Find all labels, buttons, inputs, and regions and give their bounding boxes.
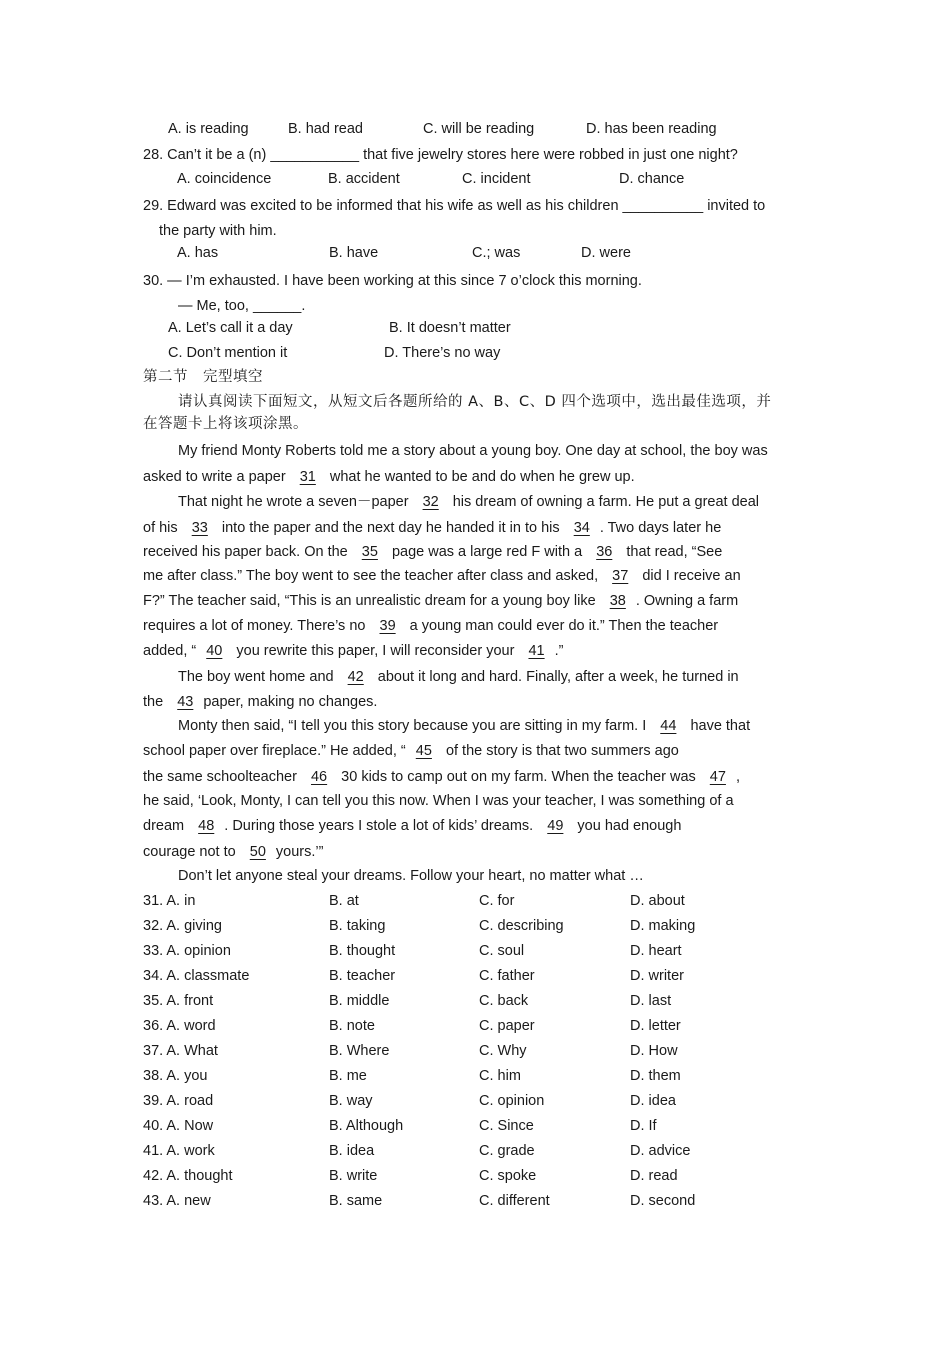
q27-option-c: C. will be reading xyxy=(423,121,535,137)
blank-41: 41 xyxy=(528,643,545,659)
option-cell: C. soul xyxy=(479,943,525,959)
text: the xyxy=(143,694,164,710)
option-cell: D. letter xyxy=(630,1018,681,1034)
option-row xyxy=(143,1141,763,1161)
option-cell: B. write xyxy=(329,1168,378,1184)
text: a young man could ever do it.” Then the teacher xyxy=(409,618,719,634)
option-cell: B. thought xyxy=(329,943,396,959)
option-cell: D. How xyxy=(630,1043,678,1059)
text: you had enough xyxy=(577,818,682,834)
text: have that xyxy=(690,718,751,734)
blank-36: 36 xyxy=(596,544,613,560)
text: school paper over fireplace.” He added, “ xyxy=(143,743,406,759)
blank-47: 47 xyxy=(709,769,726,785)
option-row xyxy=(143,891,763,911)
passage-line xyxy=(178,492,848,512)
text: what he wanted to be and do when he grew up. xyxy=(329,469,635,485)
option-row xyxy=(143,1041,763,1061)
blank-46: 46 xyxy=(310,769,328,785)
option-row xyxy=(143,941,763,961)
q28-stem: 28. Can’t it be a (n) ___________ that five jewelry stores here were robbed in just one night? xyxy=(143,147,738,163)
option-cell: D. idea xyxy=(630,1093,676,1109)
q29-option-b: B. have xyxy=(329,245,379,261)
passage-line xyxy=(143,616,813,636)
text: did I receive an xyxy=(642,568,741,584)
q30-option-b: B. It doesn’t matter xyxy=(389,320,511,336)
option-cell: C. spoke xyxy=(479,1168,537,1184)
option-cell: B. Although xyxy=(329,1118,404,1134)
option-cell: D. heart xyxy=(630,943,682,959)
option-cell: D. about xyxy=(630,893,685,909)
option-cell: B. at xyxy=(329,893,359,909)
text: paper, making no changes. xyxy=(203,694,378,710)
option-cell: D. writer xyxy=(630,968,684,984)
option-row xyxy=(143,916,763,936)
q29-stem-cont: the party with him. xyxy=(159,223,277,239)
blank-42: 42 xyxy=(347,669,364,685)
q29-stem: 29. Edward was excited to be informed that his wife as well as his children __________ invited to xyxy=(143,198,766,214)
option-row xyxy=(143,966,763,986)
text: 30 kids to camp out on my farm. When the teacher was xyxy=(341,769,696,785)
passage-line xyxy=(143,467,813,487)
option-cell: 41. A. work xyxy=(143,1143,215,1159)
text: courage not to xyxy=(143,844,236,860)
text: page was a large red F with a xyxy=(391,544,583,560)
option-cell: 33. A. opinion xyxy=(143,943,231,959)
q30-stem-reply: — Me, too, ______. xyxy=(178,298,306,314)
blank-37: 37 xyxy=(612,568,629,584)
passage-line xyxy=(143,518,813,538)
text: the same schoolteacher xyxy=(143,769,297,785)
option-row xyxy=(143,1091,763,1111)
passage-line xyxy=(143,842,813,862)
option-cell: C. Why xyxy=(479,1043,527,1059)
text: yours.’” xyxy=(275,844,324,860)
text: Monty then said, “I tell you this story because you are sitting in my farm. I xyxy=(178,718,647,734)
passage-line: My friend Monty Roberts told me a story about a young boy. One day at school, the boy was xyxy=(178,443,768,459)
blank-33: 33 xyxy=(191,520,208,536)
text: into the paper and the next day he handed it in to his xyxy=(221,520,560,536)
option-cell: C. different xyxy=(479,1193,550,1209)
blank-43: 43 xyxy=(177,694,194,710)
option-cell: B. same xyxy=(329,1193,383,1209)
option-cell: 39. A. road xyxy=(143,1093,214,1109)
text: dream xyxy=(143,818,185,834)
option-cell: 35. A. front xyxy=(143,993,214,1009)
q27-option-a: A. is reading xyxy=(168,121,249,137)
q28-option-b: B. accident xyxy=(328,171,400,187)
option-cell: B. note xyxy=(329,1018,375,1034)
option-cell: 31. A. in xyxy=(143,893,196,909)
option-cell: C. paper xyxy=(479,1018,535,1034)
option-row xyxy=(143,1191,763,1211)
passage-line xyxy=(143,741,813,761)
option-cell: C. describing xyxy=(479,918,564,934)
option-cell: 38. A. you xyxy=(143,1068,208,1084)
blank-48: 48 xyxy=(198,818,215,834)
q27-option-b: B. had read xyxy=(288,121,363,137)
blank-44: 44 xyxy=(660,718,677,734)
blank-31: 31 xyxy=(299,469,316,485)
blank-50: 50 xyxy=(249,844,266,860)
text: requires a lot of money. There’s no xyxy=(143,618,366,634)
text: of the story is that two summers ago xyxy=(445,743,679,759)
blank-35: 35 xyxy=(361,544,378,560)
option-row xyxy=(143,1166,763,1186)
q30-option-d: D. There’s no way xyxy=(384,345,501,361)
option-cell: 34. A. classmate xyxy=(143,968,250,984)
option-cell: 43. A. new xyxy=(143,1193,211,1209)
section-title: 第二节 完型填空 xyxy=(143,369,263,385)
blank-49: 49 xyxy=(547,818,564,834)
q30-option-c: C. Don’t mention it xyxy=(168,345,288,361)
text: that read, “See xyxy=(626,544,723,560)
text: asked to write a paper xyxy=(143,469,286,485)
option-cell: C. back xyxy=(479,993,529,1009)
q28-option-a: A. coincidence xyxy=(177,171,272,187)
passage-line xyxy=(143,816,813,836)
option-cell: D. making xyxy=(630,918,696,934)
option-cell: B. way xyxy=(329,1093,373,1109)
option-cell: B. middle xyxy=(329,993,390,1009)
blank-40: 40 xyxy=(206,643,223,659)
section-instructions: 请认真阅读下面短文，从短文后各题所给的 A、B、C、D 四个选项中，选出最佳选项，并 xyxy=(178,394,772,410)
option-cell: B. taking xyxy=(329,918,386,934)
option-cell: 40. A. Now xyxy=(143,1118,214,1134)
passage-line xyxy=(178,667,848,687)
blank-39: 39 xyxy=(379,618,396,634)
option-cell: 32. A. giving xyxy=(143,918,222,934)
option-cell: D. them xyxy=(630,1068,681,1084)
option-cell: C. for xyxy=(479,893,515,909)
passage-line xyxy=(143,767,813,787)
passage-line xyxy=(178,716,848,736)
text: you rewrite this paper, I will reconsider your xyxy=(236,643,515,659)
option-cell: B. idea xyxy=(329,1143,375,1159)
blank-38: 38 xyxy=(609,593,626,609)
text: That night he wrote a seven－paper xyxy=(178,494,409,510)
option-cell: B. me xyxy=(329,1068,367,1084)
option-cell: D. advice xyxy=(630,1143,691,1159)
option-row xyxy=(143,991,763,1011)
blank-45: 45 xyxy=(415,743,432,759)
passage-line: he said, ‘Look, Monty, I can tell you this now. When I was your teacher, I was something of a xyxy=(143,793,734,809)
option-cell: C. opinion xyxy=(479,1093,545,1109)
passage-line xyxy=(143,641,813,661)
q29-option-c: C.; was xyxy=(472,245,521,261)
option-row xyxy=(143,1016,763,1036)
q29-option-a: A. has xyxy=(177,245,219,261)
option-cell: C. father xyxy=(479,968,535,984)
text: about it long and hard. Finally, after a week, he turned in xyxy=(377,669,739,685)
passage-line xyxy=(143,566,813,586)
q27-option-d: D. has been reading xyxy=(586,121,717,137)
passage-line xyxy=(143,591,813,611)
text: .” xyxy=(554,643,564,659)
passage-line: Don’t let anyone steal your dreams. Follow your heart, no matter what … xyxy=(178,868,644,884)
text: , xyxy=(735,769,740,785)
passage-line xyxy=(143,542,813,562)
option-cell: C. him xyxy=(479,1068,521,1084)
q28-option-d: D. chance xyxy=(619,171,685,187)
text: . Two days later he xyxy=(599,520,722,536)
text: . Owning a farm xyxy=(635,593,739,609)
option-row xyxy=(143,1116,763,1136)
q28-option-c: C. incident xyxy=(462,171,531,187)
option-cell: B. Where xyxy=(329,1043,390,1059)
text: me after class.” The boy went to see the teacher after class and asked, xyxy=(143,568,599,584)
blank-34: 34 xyxy=(573,520,590,536)
blank-32: 32 xyxy=(422,494,439,510)
q30-option-a: A. Let’s call it a day xyxy=(168,320,293,336)
q30-stem: 30. — I’m exhausted. I have been working at this since 7 o’clock this morning. xyxy=(143,273,642,289)
section-instructions-cont: 在答题卡上将该项涂黑。 xyxy=(143,416,308,432)
option-cell: B. teacher xyxy=(329,968,396,984)
text: of his xyxy=(143,520,178,536)
option-row xyxy=(143,1066,763,1086)
option-cell: 36. A. word xyxy=(143,1018,216,1034)
text: added, “ xyxy=(143,643,197,659)
passage-line xyxy=(143,692,813,712)
option-cell: 42. A. thought xyxy=(143,1168,233,1184)
text: received his paper back. On the xyxy=(143,544,348,560)
option-cell: D. last xyxy=(630,993,672,1009)
option-cell: C. grade xyxy=(479,1143,535,1159)
option-cell: D. read xyxy=(630,1168,678,1184)
q29-option-d: D. were xyxy=(581,245,631,261)
text: F?” The teacher said, “This is an unrealistic dream for a young boy like xyxy=(143,593,596,609)
option-cell: D. If xyxy=(630,1118,657,1134)
option-cell: 37. A. What xyxy=(143,1043,218,1059)
option-cell: D. second xyxy=(630,1193,696,1209)
text: his dream of owning a farm. He put a great deal xyxy=(452,494,760,510)
text: The boy went home and xyxy=(178,669,334,685)
option-cell: C. Since xyxy=(479,1118,534,1134)
text: . During those years I stole a lot of kids’ dreams. xyxy=(224,818,534,834)
